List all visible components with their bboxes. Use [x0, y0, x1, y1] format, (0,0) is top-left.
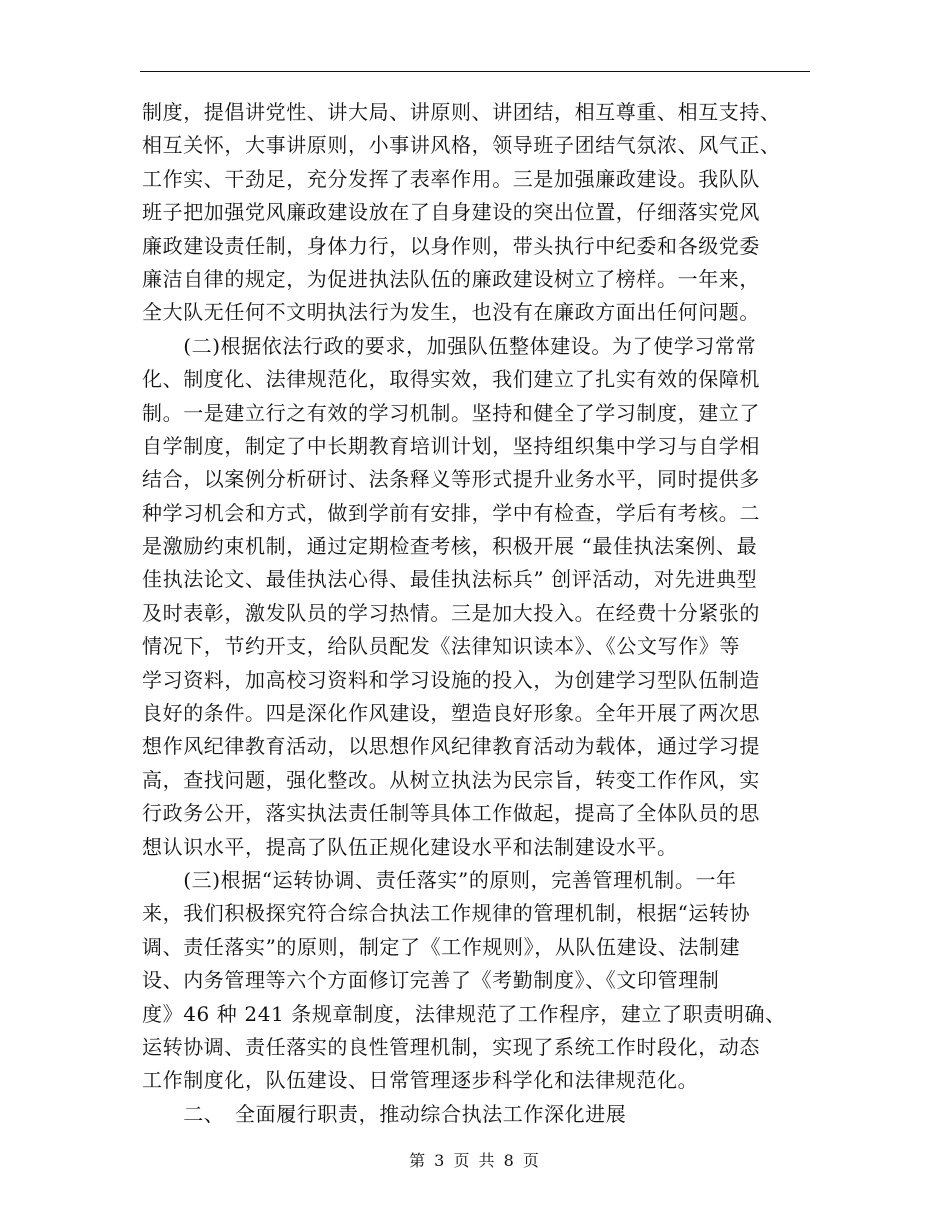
- text-line: 相互关怀，大事讲原则，小事讲风格，领导班子团结气氛浓、风气正、: [142, 133, 781, 158]
- text-line: 佳执法论文、最佳执法心得、最佳执法标兵” 创评活动，对先进典型: [142, 567, 758, 592]
- text-line: 来，我们积极探究符合综合执法工作规律的管理机制，根据“运转协: [142, 901, 751, 926]
- text-line: (三)根据“运转协调、责任落实”的原则，完善管理机制。一年: [142, 867, 737, 892]
- text-line: 结合，以案例分析研讨、法条释义等形式提升业务水平，同时提供多: [142, 467, 760, 492]
- text-line: 调、责任落实”的原则，制定了《工作规则》，从队伍建设、法制建: [142, 934, 741, 959]
- text-line: 廉洁自律的规定，为促进执法队伍的廉政建设树立了榜样。一年来，: [142, 266, 760, 291]
- document-body: [142, 96, 812, 1131]
- text-line: 全大队无任何不文明执法行为发生，也没有在廉政方面出任何问题。: [142, 300, 760, 325]
- text-line: 高，查找问题，强化整改。从树立执法为民宗旨，转变工作作风，实: [142, 767, 760, 792]
- text-line: 自学制度，制定了中长期教育培训计划，坚持组织集中学习与自学相: [142, 433, 760, 458]
- text-line: 想认识水平，提高了队伍正规化建设水平和法制建设水平。: [142, 834, 678, 859]
- text-line: 种学习机会和方式，做到学前有安排，学中有检查，学后有考核。二: [142, 500, 760, 525]
- text-line: 二、 全面履行职责，推动综合执法工作深化进展: [142, 1101, 627, 1126]
- text-line: 情况下，节约开支，给队员配发《法律知识读本》、《公文写作》等: [142, 634, 740, 659]
- text-line: 班子把加强党风廉政建设放在了自身建设的突出位置，仔细落实党风: [142, 200, 760, 225]
- text-line: 是激励约束机制，通过定期检查考核，积极开展 “最佳执法案例、最: [142, 534, 758, 559]
- text-line: 廉政建设责任制，身体力行，以身作则，带头执行中纪委和各级党委: [142, 233, 760, 258]
- header-rule: [140, 71, 810, 72]
- text-line: 工作制度化，队伍建设、日常管理逐步科学化和法律规范化。: [142, 1068, 699, 1093]
- text-line: 化、制度化、法律规范化，取得实效，我们建立了扎实有效的保障机: [142, 367, 760, 392]
- text-line: 良好的条件。四是深化作风建设，塑造良好形象。全年开展了两次思: [142, 701, 760, 726]
- text-line: 及时表彰，激发队员的学习热情。三是加大投入。在经费十分紧张的: [142, 600, 760, 625]
- text-line: 设、内务管理等六个方面修订完善了《考勤制度》、《文印管理制: [142, 968, 720, 993]
- text-line: (二)根据依法行政的要求，加强队伍整体建设。为了使学习常常: [142, 333, 757, 358]
- text-line: 度》46 种 241 条规章制度，法律规范了工作程序，建立了职责明确、: [142, 1001, 786, 1026]
- text-line: 学习资料，加高校习资料和学习设施的投入，为创建学习型队伍制造: [142, 667, 760, 692]
- text-line: 制。一是建立行之有效的学习机制。坚持和健全了学习制度，建立了: [142, 400, 760, 425]
- page-footer: 第 3 页 共 8 页: [409, 1151, 541, 1170]
- text-line: 工作实、干劲足，充分发挥了表率作用。三是加强廉政建设。我队队: [142, 166, 760, 191]
- text-line: 想作风纪律教育活动，以思想作风纪律教育活动为载体，通过学习提: [142, 734, 760, 759]
- text-line: 运转协调、责任落实的良性管理机制，实现了系统工作时段化，动态: [142, 1034, 760, 1059]
- text-line: 行政务公开，落实执法责任制等具体工作做起，提高了全体队员的思: [142, 801, 760, 826]
- text-line: 制度，提倡讲党性、讲大局、讲原则、讲团结，相互尊重、相互支持、: [142, 100, 781, 124]
